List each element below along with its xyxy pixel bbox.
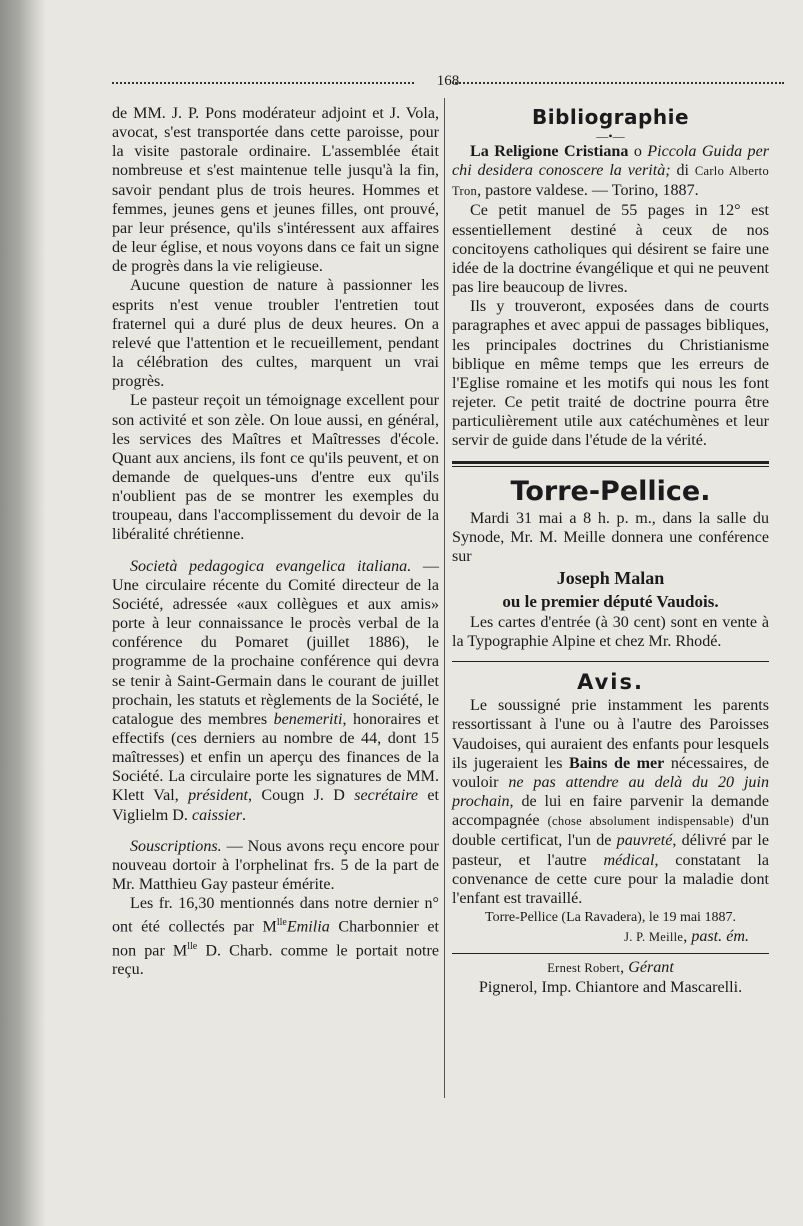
avis-text-c: , de lui en faire parvenir la demande accompagnée [452,793,769,830]
page-number: 168 [436,73,460,89]
avis-paragraph [452,696,769,908]
avis-bains-de-mer: Bains de mer [569,754,665,772]
book-title: La Religione Cristiana [470,143,629,160]
societa-title: Società pedagogica evangelica italiana. [130,557,412,575]
avis-text-f: , constatant la convenance de cette cure pour la maladie dont l'enfant est travaillé. [452,851,769,907]
section-rule [452,661,769,662]
signature: J. P. Meille, past. ém. [624,928,749,946]
paragraph-societa [112,557,439,825]
book-di: di [670,162,695,180]
gerant-title: Gérant [628,959,674,977]
societa-secretaire: secrétaire [354,787,419,805]
avis-heading: Avis. [577,670,644,695]
collecte-text-3: D. Charb. comme le portait notre reçu. [112,942,439,979]
mlle-superscript-1: lle [276,917,287,929]
societa-caissier: caissier [191,806,243,824]
footer-rule [452,953,769,954]
scan-edge-shadow [0,0,46,1226]
paragraph-pasteur: Le pasteur reçoit un témoignage excellent pour son activité et son zèle. On loue aussi, en général, les services des Maîtres et Maîtresses d'école. Quant aux anciens, ils font ce qu'ils peuvent, et on demande de quelques-uns d'entre eux qu'ils n'oublient pas de se montrer les exemples du troupeau, dans l'accomplissement du devoir de la libéralité chrétienne. [112,392,439,544]
book-publication: , pastore valdese. — Torino, 1887. [477,182,699,200]
bibliographie-heading: Bibliographie [531,105,690,129]
bibliographie-reference [452,142,769,201]
societa-text-4: et Viglielm D. [112,787,439,824]
avis-medical: médical [603,851,655,869]
souscriptions-text: — Nous avons reçu encore pour nouveau dortoir à l'orphelinat frs. 5 de la part de Mr. Matthieu Gay pasteur émérite. [112,837,439,894]
avis-text-d: d'un double certificat, l'un de [452,812,769,850]
dateline: Torre-Pellice (La Ravadera), le 19 mai 1887. [485,910,736,925]
signature-name: J. P. Meille [624,930,684,945]
right-column [452,104,769,998]
societa-benemeriti: benemeriti [273,710,343,728]
bibliographie-paragraph-2: Ils y trouveront, exposées dans de courts paragraphes et avec appui de passages bibliques, les principales doctrines du Christianisme biblique en même temps que les erreurs de l'Eglise romaine et les motifs qui nous les font rejeter. Ce petit traité de doctrine pourra être particulièrement utile aux catéchumènes et leur servir de guide dans l'étude de la vérité. [452,298,769,450]
collecte-emilia: Emilia [286,918,330,936]
signature-title: past. ém. [691,928,749,946]
paragraph-question: Aucune question de nature à passionner les esprits n'est venue troubler l'entretien tout fraternel qui a duré plus de deux heures. On a relevé que l'attention et le recueillement, pendant la célébration des cultes, marquent un vrai progrès. [112,277,439,391]
avis-text-a: Le soussigné prie instamment les parents ressortissant à l'une ou à l'autre des Paroisses Vaudoises, qui auraient des enfants pour lesquels ils jugeraient les [452,697,769,772]
gerant-line: Ernest Robert, Gérant [547,959,674,977]
column-divider [444,98,445,1098]
conference-title: Joseph Malan [556,567,665,588]
spacer [112,825,439,837]
collecte-text-2: Charbonnier et non par M [112,918,440,960]
societa-text-5: . [242,806,247,824]
section-rule-double [452,461,769,467]
bibliographie-paragraph-1: Ce petit manuel de 55 pages in 12° est essentiellement destiné à ceux de nos concitoyens catholiques qui désirent se faire une idée de la doctrine évangélique et qui ne peuvent pas lire beaucoup de livres. [452,202,769,297]
collecte-text-1: Les fr. 16,30 mentionnés dans notre dernier n° ont été collectés par M [112,895,439,936]
torre-pellice-announcement: Mardi 31 mai a 8 h. p. m., dans la salle du Synode, Mr. M. Meille donnera une conférence sur [452,509,769,565]
mlle-superscript-2: lle [187,940,198,952]
cartes-text: Les cartes d'entrée (à 30 cent) sont en vente à la Typographie Alpine et chez Mr. Rhodé. [452,613,769,651]
paragraph-visite: de MM. J. P. Pons modérateur adjoint et J. Vola, avocat, s'est transportée dans cette paroisse, pour la visite pastorale ordinaire. L'assemblée était nombreuse et s'est maintenue telle jusqu'à la fin, savoir pendant plus de trois heures. Hommes et femmes, jeunes gens et jeunes filles, ont prouvé, par leur présence, qu'ils s'intéressent aux affaires de leur église, et nous voyons dans ce fait un signe de progrès dans la vie religieuse. [112,105,439,276]
bibliographie-divider: —•— [596,129,625,143]
societa-text-3: , Cougn J. D [247,787,355,805]
societa-text-1: — Une circulaire récente du Comité directeur de la Société, adressée «aux collègues et aux amis» porte à leur connaissance le procès verbal de la conférence du Pomaret (juillet 1886), le programme de la prochaine conférence qui devra se tenir à Saint-Germain dans le courant de juillet prochain, les statuts et règlements de la Société, le catalogue des membres [112,557,440,728]
paragraph-souscriptions [112,837,439,894]
avis-indispensable: (chose absolument indispensable) [547,814,734,829]
conference-subtitle: ou le premier député Vaudois. [502,591,719,611]
book-o: o [628,143,648,160]
societa-text-2: , honoraires et effectifs (ces derniers au nombre de 44, dont 15 maîtresses) et enfin un aperçu des finances de la Société. La circulaire porte les signatures de MM. Klett Val, [112,710,439,805]
torre-pellice-heading: Torre-Pellice. [510,475,711,507]
book-subtitle: Piccola Guida per chi desidera conoscere la verità; [452,143,769,180]
avis-deadline: ne pas attendre au delà du 20 juin prochain [452,773,769,811]
folio-rule-right [452,82,784,84]
left-column [112,104,439,980]
paragraph-collecte [112,894,439,979]
avis-text-b: nécessaires, de vouloir [452,754,769,791]
avis-text-e: , délivré par le pasteur, et l'autre [452,832,769,869]
gerant-name: Ernest Robert [547,961,621,976]
avis-pauvrete: pauvreté [616,832,673,850]
book-author: Carlo Alberto Tron [452,164,769,199]
societa-president: président [188,787,248,805]
spacer [112,545,439,557]
souscriptions-title: Souscriptions. [130,837,222,855]
imprint: Pignerol, Imp. Chiantore and Mascarelli. [478,979,743,997]
